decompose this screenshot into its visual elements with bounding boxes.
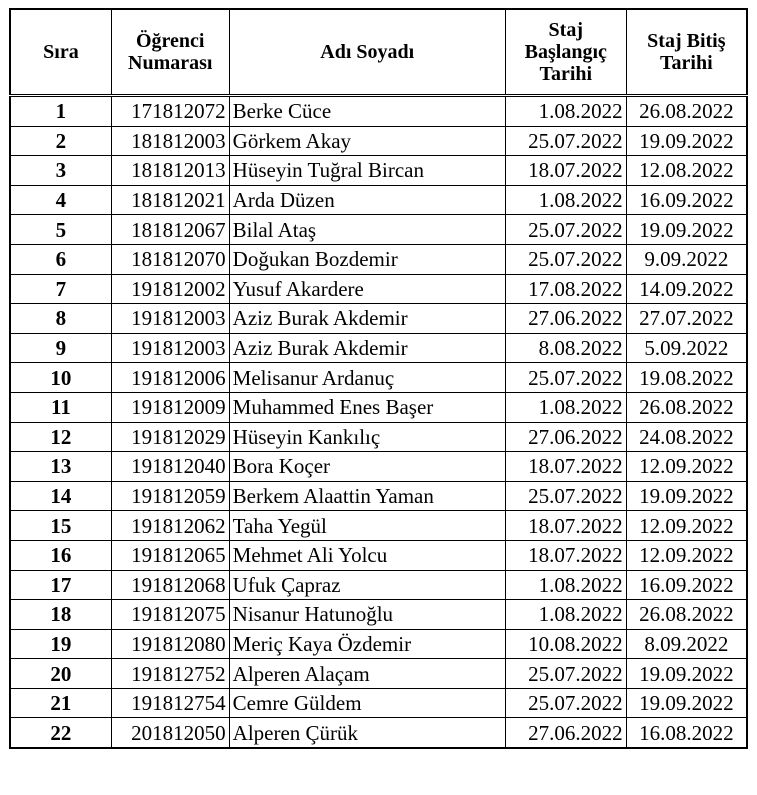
table-row xyxy=(10,185,747,215)
cell-ad-soyad: Hüseyin Tuğral Bircan xyxy=(229,156,505,186)
cell-ogrenci-no: 191812003 xyxy=(111,304,229,334)
cell-baslangic-tarihi: 25.07.2022 xyxy=(505,363,626,393)
table-row xyxy=(10,363,747,393)
cell-ogrenci-no: 181812013 xyxy=(111,156,229,186)
cell-sira: 10 xyxy=(10,363,111,393)
header-sira-label: Sıra xyxy=(43,41,79,63)
cell-bitis-tarihi: 19.08.2022 xyxy=(626,363,747,393)
cell-ad-soyad: Bilal Ataş xyxy=(229,215,505,245)
cell-baslangic-tarihi: 18.07.2022 xyxy=(505,540,626,570)
cell-baslangic-tarihi: 17.08.2022 xyxy=(505,274,626,304)
cell-bitis-tarihi: 19.09.2022 xyxy=(626,659,747,689)
cell-sira: 19 xyxy=(10,629,111,659)
cell-ogrenci-no: 191812006 xyxy=(111,363,229,393)
cell-ad-soyad: Aziz Burak Akdemir xyxy=(229,333,505,363)
cell-ad-soyad: Görkem Akay xyxy=(229,126,505,156)
table-header xyxy=(10,9,747,96)
cell-ad-soyad: Muhammed Enes Başer xyxy=(229,392,505,422)
cell-baslangic-tarihi: 1.08.2022 xyxy=(505,96,626,127)
cell-sira: 6 xyxy=(10,244,111,274)
cell-baslangic-tarihi: 25.07.2022 xyxy=(505,244,626,274)
cell-baslangic-tarihi: 1.08.2022 xyxy=(505,392,626,422)
header-ogrenci-no-line2: Numarası xyxy=(128,52,213,74)
cell-ad-soyad: Alperen Çürük xyxy=(229,718,505,748)
cell-ogrenci-no: 181812067 xyxy=(111,215,229,245)
cell-ad-soyad: Arda Düzen xyxy=(229,185,505,215)
cell-ogrenci-no: 171812072 xyxy=(111,96,229,127)
table-row xyxy=(10,244,747,274)
cell-ad-soyad: Yusuf Akardere xyxy=(229,274,505,304)
cell-bitis-tarihi: 19.09.2022 xyxy=(626,215,747,245)
cell-bitis-tarihi: 19.09.2022 xyxy=(626,688,747,718)
table-row xyxy=(10,304,747,334)
cell-ad-soyad: Cemre Güldem xyxy=(229,688,505,718)
cell-bitis-tarihi: 27.07.2022 xyxy=(626,304,747,334)
header-row xyxy=(10,9,747,96)
cell-ogrenci-no: 191812065 xyxy=(111,540,229,570)
cell-bitis-tarihi: 9.09.2022 xyxy=(626,244,747,274)
header-bitis xyxy=(626,9,747,96)
cell-baslangic-tarihi: 1.08.2022 xyxy=(505,570,626,600)
cell-sira: 22 xyxy=(10,718,111,748)
cell-sira: 5 xyxy=(10,215,111,245)
cell-baslangic-tarihi: 18.07.2022 xyxy=(505,156,626,186)
cell-ogrenci-no: 191812754 xyxy=(111,688,229,718)
cell-ogrenci-no: 191812752 xyxy=(111,659,229,689)
cell-sira: 11 xyxy=(10,392,111,422)
table-row xyxy=(10,215,747,245)
cell-sira: 17 xyxy=(10,570,111,600)
cell-ad-soyad: Meriç Kaya Özdemir xyxy=(229,629,505,659)
table-body xyxy=(10,96,747,749)
cell-baslangic-tarihi: 10.08.2022 xyxy=(505,629,626,659)
cell-baslangic-tarihi: 1.08.2022 xyxy=(505,185,626,215)
cell-ogrenci-no: 191812003 xyxy=(111,333,229,363)
cell-ogrenci-no: 191812080 xyxy=(111,629,229,659)
cell-ad-soyad: Melisanur Ardanuç xyxy=(229,363,505,393)
cell-ad-soyad: Doğukan Bozdemir xyxy=(229,244,505,274)
cell-baslangic-tarihi: 8.08.2022 xyxy=(505,333,626,363)
cell-ogrenci-no: 181812003 xyxy=(111,126,229,156)
cell-bitis-tarihi: 19.09.2022 xyxy=(626,481,747,511)
internship-table xyxy=(9,8,748,749)
header-ogrenci-no xyxy=(111,9,229,96)
table-row xyxy=(10,688,747,718)
cell-ogrenci-no: 191812068 xyxy=(111,570,229,600)
cell-sira: 12 xyxy=(10,422,111,452)
table-row xyxy=(10,718,747,748)
cell-sira: 2 xyxy=(10,126,111,156)
cell-sira: 1 xyxy=(10,96,111,127)
cell-ad-soyad: Taha Yegül xyxy=(229,511,505,541)
cell-sira: 14 xyxy=(10,481,111,511)
cell-bitis-tarihi: 5.09.2022 xyxy=(626,333,747,363)
cell-baslangic-tarihi: 25.07.2022 xyxy=(505,126,626,156)
table-row xyxy=(10,333,747,363)
cell-bitis-tarihi: 26.08.2022 xyxy=(626,392,747,422)
cell-ogrenci-no: 201812050 xyxy=(111,718,229,748)
cell-ad-soyad: Aziz Burak Akdemir xyxy=(229,304,505,334)
table-row xyxy=(10,481,747,511)
cell-bitis-tarihi: 16.08.2022 xyxy=(626,718,747,748)
cell-bitis-tarihi: 12.09.2022 xyxy=(626,540,747,570)
cell-sira: 9 xyxy=(10,333,111,363)
cell-baslangic-tarihi: 27.06.2022 xyxy=(505,304,626,334)
cell-bitis-tarihi: 19.09.2022 xyxy=(626,126,747,156)
cell-baslangic-tarihi: 25.07.2022 xyxy=(505,215,626,245)
cell-baslangic-tarihi: 27.06.2022 xyxy=(505,422,626,452)
header-ogrenci-no-line1: Öğrenci xyxy=(135,30,205,52)
cell-bitis-tarihi: 16.09.2022 xyxy=(626,185,747,215)
header-bitis-line1: Staj Bitiş xyxy=(647,30,726,52)
cell-bitis-tarihi: 12.09.2022 xyxy=(626,452,747,482)
table-row xyxy=(10,274,747,304)
cell-ogrenci-no: 191812062 xyxy=(111,511,229,541)
cell-sira: 8 xyxy=(10,304,111,334)
cell-bitis-tarihi: 26.08.2022 xyxy=(626,96,747,127)
cell-sira: 16 xyxy=(10,540,111,570)
cell-baslangic-tarihi: 25.07.2022 xyxy=(505,688,626,718)
cell-ad-soyad: Berke Cüce xyxy=(229,96,505,127)
header-baslangic-line2: Başlangıç xyxy=(524,41,607,63)
cell-ad-soyad: Bora Koçer xyxy=(229,452,505,482)
table-row xyxy=(10,452,747,482)
table-row xyxy=(10,96,747,127)
header-ad-soyad xyxy=(229,9,505,96)
cell-ogrenci-no: 181812021 xyxy=(111,185,229,215)
cell-ogrenci-no: 181812070 xyxy=(111,244,229,274)
cell-ad-soyad: Alperen Alaçam xyxy=(229,659,505,689)
cell-bitis-tarihi: 14.09.2022 xyxy=(626,274,747,304)
cell-baslangic-tarihi: 18.07.2022 xyxy=(505,452,626,482)
cell-baslangic-tarihi: 1.08.2022 xyxy=(505,600,626,630)
cell-ogrenci-no: 191812059 xyxy=(111,481,229,511)
cell-baslangic-tarihi: 25.07.2022 xyxy=(505,659,626,689)
table-row xyxy=(10,540,747,570)
cell-ogrenci-no: 191812040 xyxy=(111,452,229,482)
cell-sira: 4 xyxy=(10,185,111,215)
cell-sira: 18 xyxy=(10,600,111,630)
table-row xyxy=(10,600,747,630)
cell-bitis-tarihi: 26.08.2022 xyxy=(626,600,747,630)
cell-ad-soyad: Mehmet Ali Yolcu xyxy=(229,540,505,570)
header-baslangic xyxy=(505,9,626,96)
cell-baslangic-tarihi: 18.07.2022 xyxy=(505,511,626,541)
table-row xyxy=(10,570,747,600)
header-ad-soyad-label: Adı Soyadı xyxy=(320,41,415,63)
header-baslangic-line3: Tarihi xyxy=(539,63,593,85)
cell-bitis-tarihi: 8.09.2022 xyxy=(626,629,747,659)
cell-ad-soyad: Berkem Alaattin Yaman xyxy=(229,481,505,511)
cell-bitis-tarihi: 24.08.2022 xyxy=(626,422,747,452)
table-row xyxy=(10,422,747,452)
cell-bitis-tarihi: 12.09.2022 xyxy=(626,511,747,541)
header-baslangic-line1: Staj xyxy=(548,19,583,41)
cell-ogrenci-no: 191812009 xyxy=(111,392,229,422)
cell-baslangic-tarihi: 25.07.2022 xyxy=(505,481,626,511)
cell-sira: 15 xyxy=(10,511,111,541)
cell-ad-soyad: Hüseyin Kankılıç xyxy=(229,422,505,452)
table-row xyxy=(10,126,747,156)
cell-sira: 13 xyxy=(10,452,111,482)
cell-sira: 7 xyxy=(10,274,111,304)
cell-ogrenci-no: 191812029 xyxy=(111,422,229,452)
cell-ogrenci-no: 191812075 xyxy=(111,600,229,630)
cell-baslangic-tarihi: 27.06.2022 xyxy=(505,718,626,748)
cell-sira: 20 xyxy=(10,659,111,689)
table-row xyxy=(10,659,747,689)
header-sira xyxy=(10,9,111,96)
cell-sira: 21 xyxy=(10,688,111,718)
table-row xyxy=(10,156,747,186)
cell-ad-soyad: Nisanur Hatunoğlu xyxy=(229,600,505,630)
cell-ogrenci-no: 191812002 xyxy=(111,274,229,304)
cell-ad-soyad: Ufuk Çapraz xyxy=(229,570,505,600)
cell-sira: 3 xyxy=(10,156,111,186)
table-row xyxy=(10,511,747,541)
table-row xyxy=(10,629,747,659)
cell-bitis-tarihi: 16.09.2022 xyxy=(626,570,747,600)
cell-bitis-tarihi: 12.08.2022 xyxy=(626,156,747,186)
header-bitis-line2: Tarihi xyxy=(660,52,713,74)
table-row xyxy=(10,392,747,422)
